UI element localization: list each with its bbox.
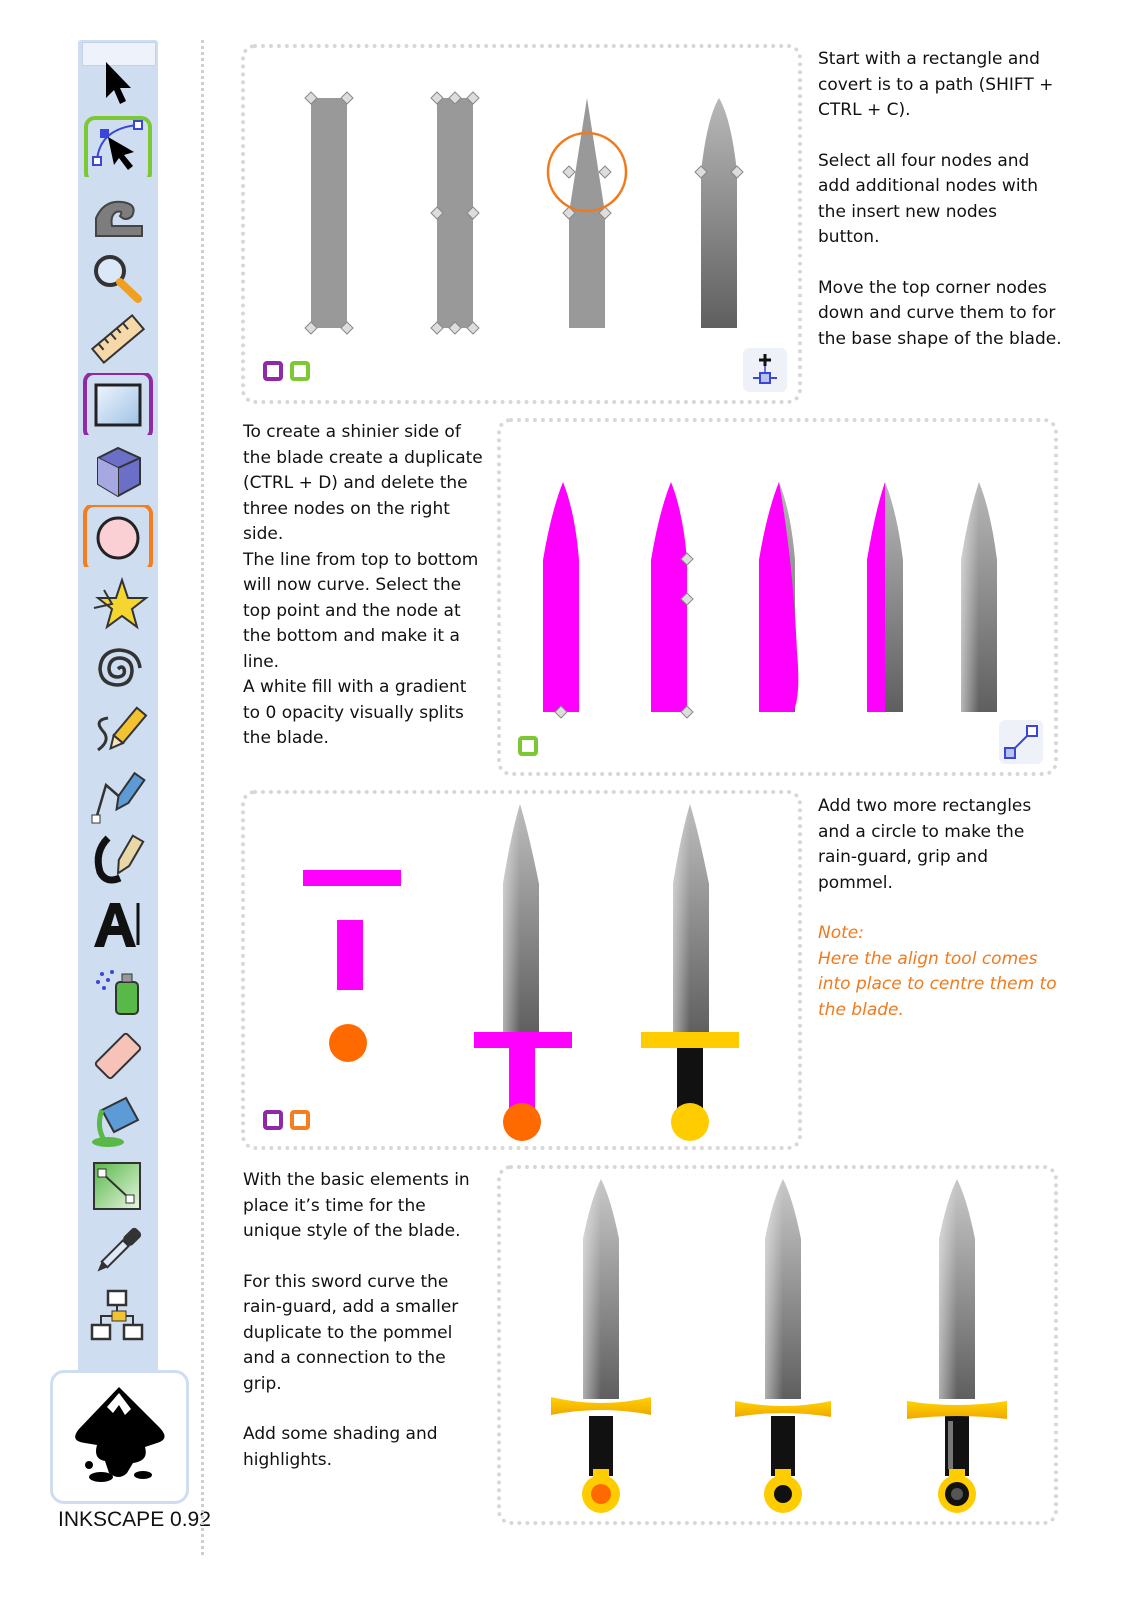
rectangle-with-added-nodes bbox=[431, 92, 479, 334]
text-line: place it’s time for the bbox=[243, 1195, 426, 1216]
text-line: the blade. bbox=[243, 728, 329, 748]
zoom-tool-icon[interactable] bbox=[82, 245, 154, 307]
text-line: With the basic elements in bbox=[243, 1170, 470, 1190]
column-divider bbox=[201, 40, 204, 1555]
text-line: the blade create a duplicate bbox=[243, 447, 483, 468]
text-line: will now curve. Select the bbox=[243, 575, 462, 595]
separate-parts bbox=[303, 870, 401, 1062]
step4-panel bbox=[497, 1165, 1058, 1525]
step1-text bbox=[818, 47, 1118, 352]
text-line: Add some shading and bbox=[243, 1424, 438, 1444]
step3-paragraph bbox=[818, 794, 1118, 896]
text-line: grip. bbox=[243, 1373, 282, 1394]
step4-paragraph bbox=[243, 1422, 493, 1473]
paint-bucket-tool-icon[interactable] bbox=[82, 1090, 154, 1152]
step2-paragraph bbox=[243, 420, 493, 548]
step2-paragraph bbox=[243, 548, 493, 676]
node-tool-icon[interactable] bbox=[82, 115, 154, 177]
text-line: duplicate to the pommel bbox=[243, 1322, 453, 1343]
text-line: three nodes on the right bbox=[243, 498, 450, 519]
selector-tool-icon[interactable] bbox=[82, 50, 154, 112]
magenta-blade-3 bbox=[759, 482, 798, 712]
text-line: (CTRL + D) and delete the bbox=[243, 473, 468, 493]
step1-panel bbox=[241, 44, 802, 404]
step2-paragraph bbox=[243, 675, 493, 752]
text-line: to 0 opacity visually splits bbox=[243, 702, 464, 723]
version-label: INKSCAPE 0.92 bbox=[58, 1508, 211, 1531]
text-line: covert is to a path (SHIFT + bbox=[818, 74, 1054, 95]
step3-panel bbox=[241, 790, 802, 1150]
text-line: button. bbox=[818, 227, 880, 247]
text-line: The line from top to bottom bbox=[243, 549, 479, 570]
text-line: and a circle to make the bbox=[818, 821, 1025, 842]
step1-paragraph bbox=[818, 149, 1118, 251]
rectangle-tool-marker bbox=[265, 1112, 281, 1128]
spiral-tool-icon[interactable] bbox=[82, 638, 154, 700]
text-line: the bottom and make it a bbox=[243, 626, 460, 646]
note-paragraph bbox=[818, 921, 1118, 1023]
eraser-tool-icon[interactable] bbox=[82, 1025, 154, 1087]
note-line: the blade. bbox=[818, 999, 904, 1020]
tweak-tool-icon[interactable] bbox=[82, 182, 154, 244]
node-tool-marker bbox=[520, 738, 536, 754]
gradient-tool-icon[interactable] bbox=[82, 1155, 154, 1217]
text-line: add additional nodes with bbox=[818, 176, 1038, 196]
text-line: CTRL + C). bbox=[818, 100, 911, 120]
measure-tool-icon[interactable] bbox=[82, 308, 154, 370]
3d-box-tool-icon[interactable] bbox=[82, 440, 154, 502]
text-line: Move the top corner nodes bbox=[818, 277, 1047, 298]
text-line: Add two more rectangles bbox=[818, 796, 1032, 816]
text-line: top point and the node at bbox=[243, 600, 461, 621]
styled-sword-3 bbox=[907, 1179, 1007, 1513]
step4-paragraph bbox=[243, 1270, 493, 1398]
step2-panel bbox=[497, 418, 1058, 776]
text-line: down and curve them to for bbox=[818, 303, 1056, 323]
rectangle-path-shape bbox=[305, 92, 353, 334]
step4-paragraph bbox=[243, 1168, 493, 1245]
styled-sword-2 bbox=[735, 1179, 831, 1513]
ellipse-tool-icon[interactable] bbox=[82, 505, 154, 567]
text-tool-icon[interactable] bbox=[82, 893, 154, 955]
text-line: side. bbox=[243, 524, 284, 544]
note-line: Here the align tool comes bbox=[818, 948, 1038, 969]
dropper-tool-icon[interactable] bbox=[82, 1220, 154, 1282]
text-line: unique style of the blade. bbox=[243, 1221, 461, 1241]
text-line: the insert new nodes bbox=[818, 201, 997, 222]
curved-blade-shape bbox=[695, 98, 743, 328]
calligraphy-tool-icon[interactable] bbox=[82, 828, 154, 890]
text-line: line. bbox=[243, 651, 280, 672]
text-line: highlights. bbox=[243, 1449, 333, 1470]
text-line: Start with a rectangle and bbox=[818, 49, 1040, 69]
insert-node-icon bbox=[743, 348, 787, 392]
pointed-blade-shape bbox=[548, 98, 626, 328]
magenta-blade-4 bbox=[867, 482, 903, 712]
assembled-magenta-sword bbox=[474, 804, 572, 1141]
pen-tool-icon[interactable] bbox=[82, 765, 154, 827]
text-line: pommel. bbox=[818, 872, 893, 893]
insert-new-nodes-button[interactable] bbox=[743, 348, 787, 392]
step1-paragraph bbox=[818, 47, 1118, 124]
make-segment-line-button[interactable] bbox=[999, 720, 1043, 764]
assembled-colored-sword bbox=[641, 804, 739, 1141]
text-line: A white fill with a gradient bbox=[243, 677, 467, 697]
text-line: Select all four nodes and bbox=[818, 150, 1030, 171]
node-tool-marker bbox=[292, 363, 308, 379]
step2-text bbox=[243, 420, 493, 752]
note-line: Note: bbox=[818, 923, 864, 943]
step3-text bbox=[818, 794, 1118, 1023]
step1-paragraph bbox=[818, 276, 1118, 353]
text-line: To create a shinier side of bbox=[243, 422, 461, 442]
text-line: and a connection to the bbox=[243, 1348, 446, 1368]
text-line: the base shape of the blade. bbox=[818, 328, 1062, 349]
magenta-blade-1 bbox=[543, 482, 579, 718]
line-segment-icon bbox=[999, 720, 1043, 764]
ellipse-tool-marker bbox=[292, 1112, 308, 1128]
magenta-blade-2 bbox=[651, 482, 693, 718]
step4-text bbox=[243, 1168, 493, 1473]
rectangle-tool-marker bbox=[265, 363, 281, 379]
finished-shiny-blade bbox=[961, 482, 997, 712]
spray-tool-icon[interactable] bbox=[82, 960, 154, 1022]
star-tool-icon[interactable] bbox=[82, 574, 154, 636]
rectangle-tool-icon[interactable] bbox=[82, 373, 154, 435]
text-line: rain-guard, grip and bbox=[818, 847, 988, 867]
text-line: rain-guard, add a smaller bbox=[243, 1297, 459, 1317]
pencil-tool-icon[interactable] bbox=[82, 700, 154, 762]
styled-sword-1 bbox=[551, 1179, 651, 1513]
text-line: For this sword curve the bbox=[243, 1271, 449, 1292]
note-line: into place to centre them to bbox=[818, 974, 1057, 994]
inkscape-logo bbox=[50, 1370, 189, 1504]
connector-tool-icon[interactable] bbox=[82, 1285, 154, 1347]
